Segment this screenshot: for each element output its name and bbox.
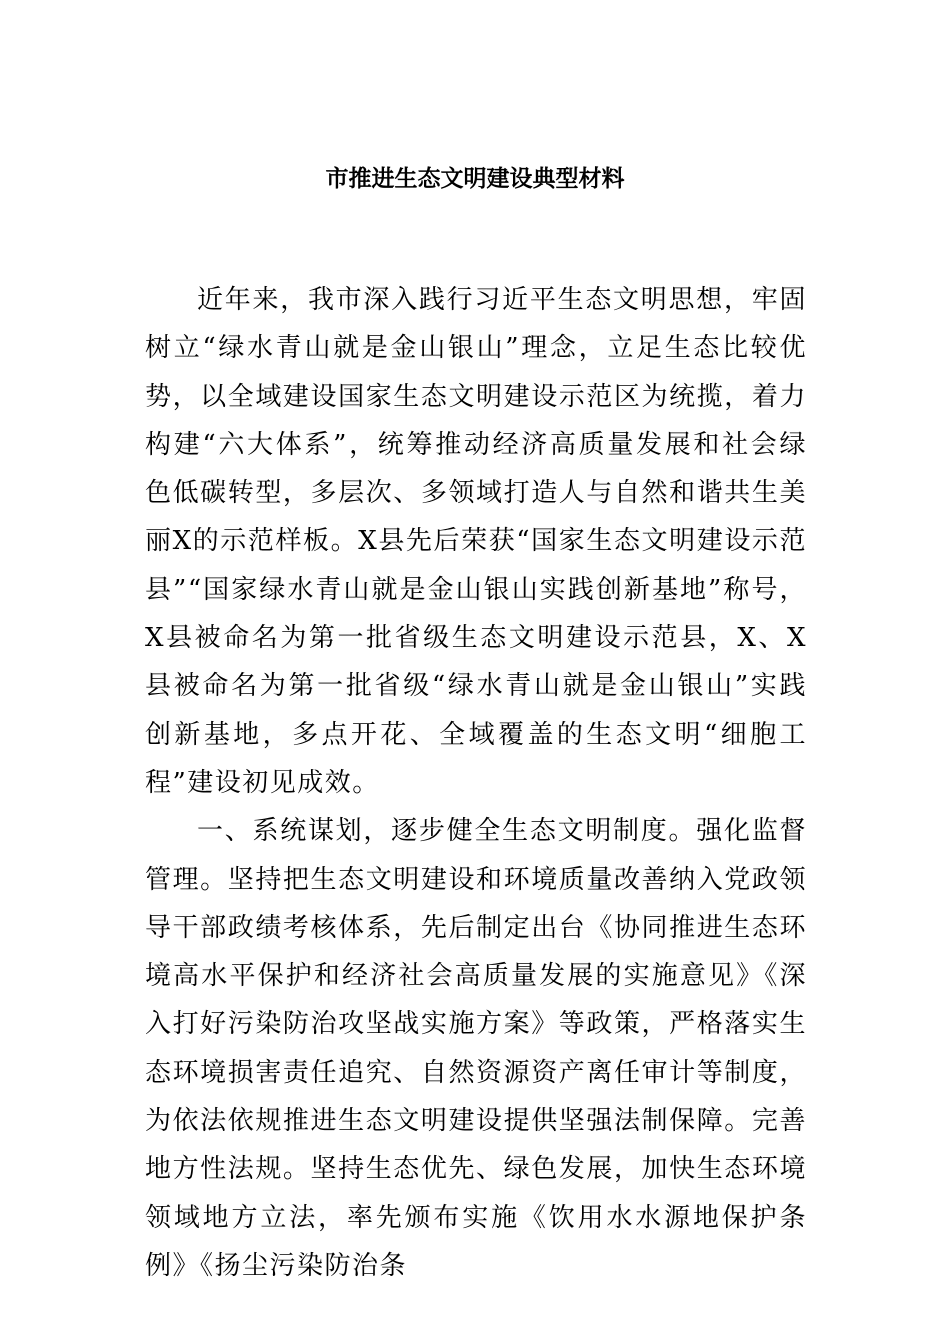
document-body xyxy=(145,276,807,1290)
document-title: 市推进生态文明建设典型材料 xyxy=(325,165,625,192)
paragraph-section-1: 一、系统谋划，逐步健全生态文明制度。强化监督管理。坚持把生态文明建设和环境质量改善纳入党政领导干部政绩考核体系，先后制定出台《协同推进生态环境高水平保护和经济社会高质量发展的实施意见》《深入打好污染防治攻坚战实施方案》等政策，严格落实生态环境损害责任追究、自然资源资产离任审计等制度，为依法依规推进生态文明建设提供坚强法制保障。完善地方性法规。坚持生态优先、绿色发展，加快生态环境领域地方立法，率先颁布实施《饮用水水源地保护条例》《扬尘污染防治条 xyxy=(145,816,807,1281)
paragraph-intro: 近年来，我市深入践行习近平生态文明思想，牢固树立“绿水青山就是金山银山”理念，立足生态比较优势，以全域建设国家生态文明建设示范区为统揽，着力构建“六大体系”，统筹推动经济高质量发展和社会绿色低碳转型，多层次、多领域打造人与自然和谐共生美丽X的示范样板。X县先后荣获“国家生态文明建设示范县”“国家绿水青山就是金山银山实践创新基地”称号，X县被命名为第一批省级生态文明建设示范县，X、X县被命名为第一批省级“绿水青山就是金山银山”实践创新基地，多点开花、全域覆盖的生态文明“细胞工程”建设初见成效。 xyxy=(145,285,807,798)
